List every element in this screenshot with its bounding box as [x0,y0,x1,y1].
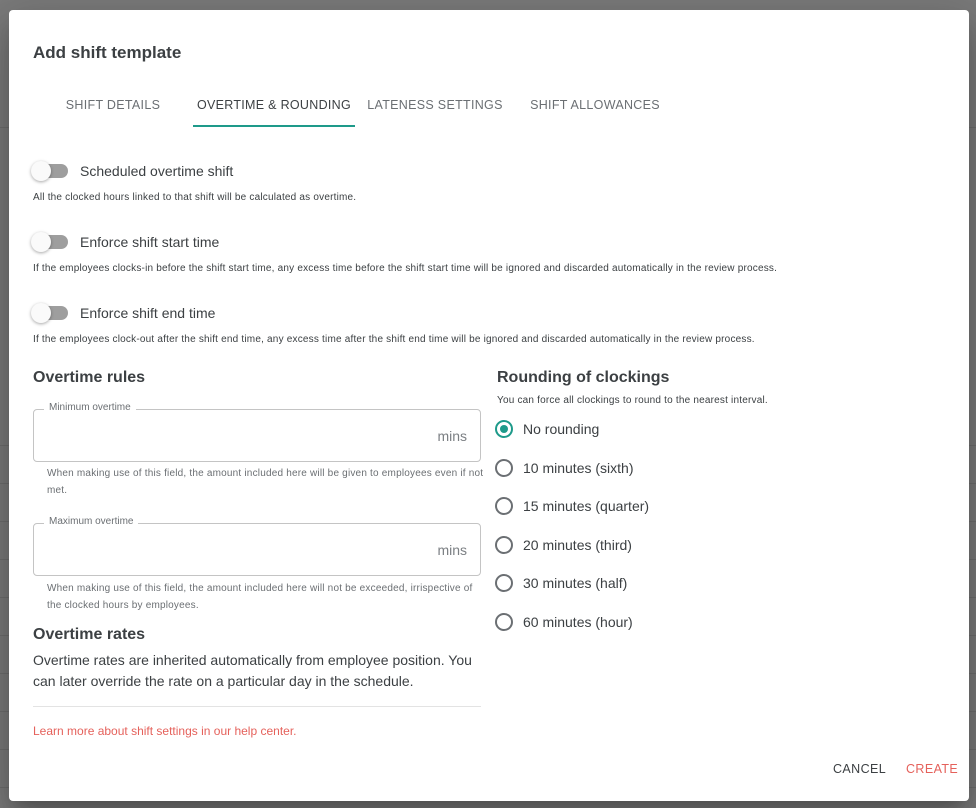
toggle-thumb [31,303,51,323]
tab-bar [33,82,675,127]
radio-15-minutes[interactable] [495,497,649,515]
radio-button[interactable] [495,574,513,592]
radio-label: 30 minutes (half) [523,575,628,591]
enforce-start-label: Enforce shift start time [80,234,220,250]
overtime-rules-title: Overtime rules [33,369,146,386]
minimum-overtime-field [33,402,481,462]
maximum-overtime-field [33,516,481,576]
dialog-title: Add shift template [33,43,182,62]
help-center-link[interactable]: Learn more about shift settings in our help center. [33,724,297,738]
radio-label: 15 minutes (quarter) [523,498,650,514]
rounding-title: Rounding of clockings [497,369,670,386]
maximum-overtime-input[interactable] [46,538,426,562]
toggle-thumb [31,161,51,181]
radio-label: 10 minutes (sixth) [523,460,634,476]
scheduled-overtime-label: Scheduled overtime shift [80,163,234,179]
tab-lateness-settings[interactable]: LATENESS SETTINGS [367,97,503,112]
radio-60-minutes[interactable] [495,613,633,631]
create-button[interactable]: CREATE [906,762,959,776]
scheduled-overtime-help: All the clocked hours linked to that shift will be calculated as overtime. [33,192,357,203]
tab-shift-details[interactable]: SHIFT DETAILS [65,97,161,112]
tab-shift-allowances[interactable]: SHIFT ALLOWANCES [530,97,660,112]
radio-button[interactable] [495,613,513,631]
radio-label: No rounding [523,421,600,437]
radio-label: 60 minutes (hour) [523,614,633,630]
radio-button[interactable] [495,536,513,554]
overtime-rates-text: Overtime rates are inherited automatically from employee position. You can later override the rate on a particular day in the schedule. [33,652,472,689]
divider [33,706,481,707]
overtime-rates-title: Overtime rates [33,626,146,643]
radio-button[interactable] [495,497,513,515]
radio-button[interactable] [495,420,513,438]
cancel-button[interactable]: CANCEL [833,762,887,776]
scheduled-overtime-row [31,161,233,181]
maximum-overtime-hint: When making use of this field, the amount included here will not be exceeded, irrispective of the clocked hours by employees. [47,583,473,611]
tab-overtime-rounding[interactable]: OVERTIME & ROUNDING [193,82,355,127]
radio-10-minutes[interactable] [495,459,633,477]
radio-20-minutes[interactable] [495,536,632,554]
radio-label: 20 minutes (third) [523,537,632,553]
add-shift-template-dialog [9,10,969,801]
minimum-overtime-hint: When making use of this field, the amount included here will be given to employees even if not met. [47,468,484,496]
radio-button[interactable] [495,459,513,477]
toggle-thumb [31,232,51,252]
enforce-start-toggle[interactable] [31,232,69,252]
enforce-end-label: Enforce shift end time [80,305,216,321]
enforce-end-toggle[interactable] [31,303,69,323]
enforce-end-help: If the employees clock-out after the shift end time, any excess time after the shift end time will be ignored and discarded automatically in the review process. [33,334,755,345]
enforce-start-row [31,232,219,252]
minimum-overtime-suffix: mins [437,428,467,444]
enforce-end-row [31,303,215,323]
rounding-subtitle: You can force all clockings to round to the nearest interval. [497,395,768,406]
minimum-overtime-input[interactable] [46,424,426,448]
enforce-start-help: If the employees clocks-in before the shift start time, any excess time before the shift start time will be ignored and discarded automatically in the review process. [33,263,778,274]
maximum-overtime-label: Maximum overtime [44,516,138,527]
radio-no-rounding[interactable] [495,420,599,438]
maximum-overtime-suffix: mins [437,542,467,558]
radio-30-minutes[interactable] [495,574,627,592]
minimum-overtime-label: Minimum overtime [44,402,136,413]
scheduled-overtime-toggle[interactable] [31,161,69,181]
